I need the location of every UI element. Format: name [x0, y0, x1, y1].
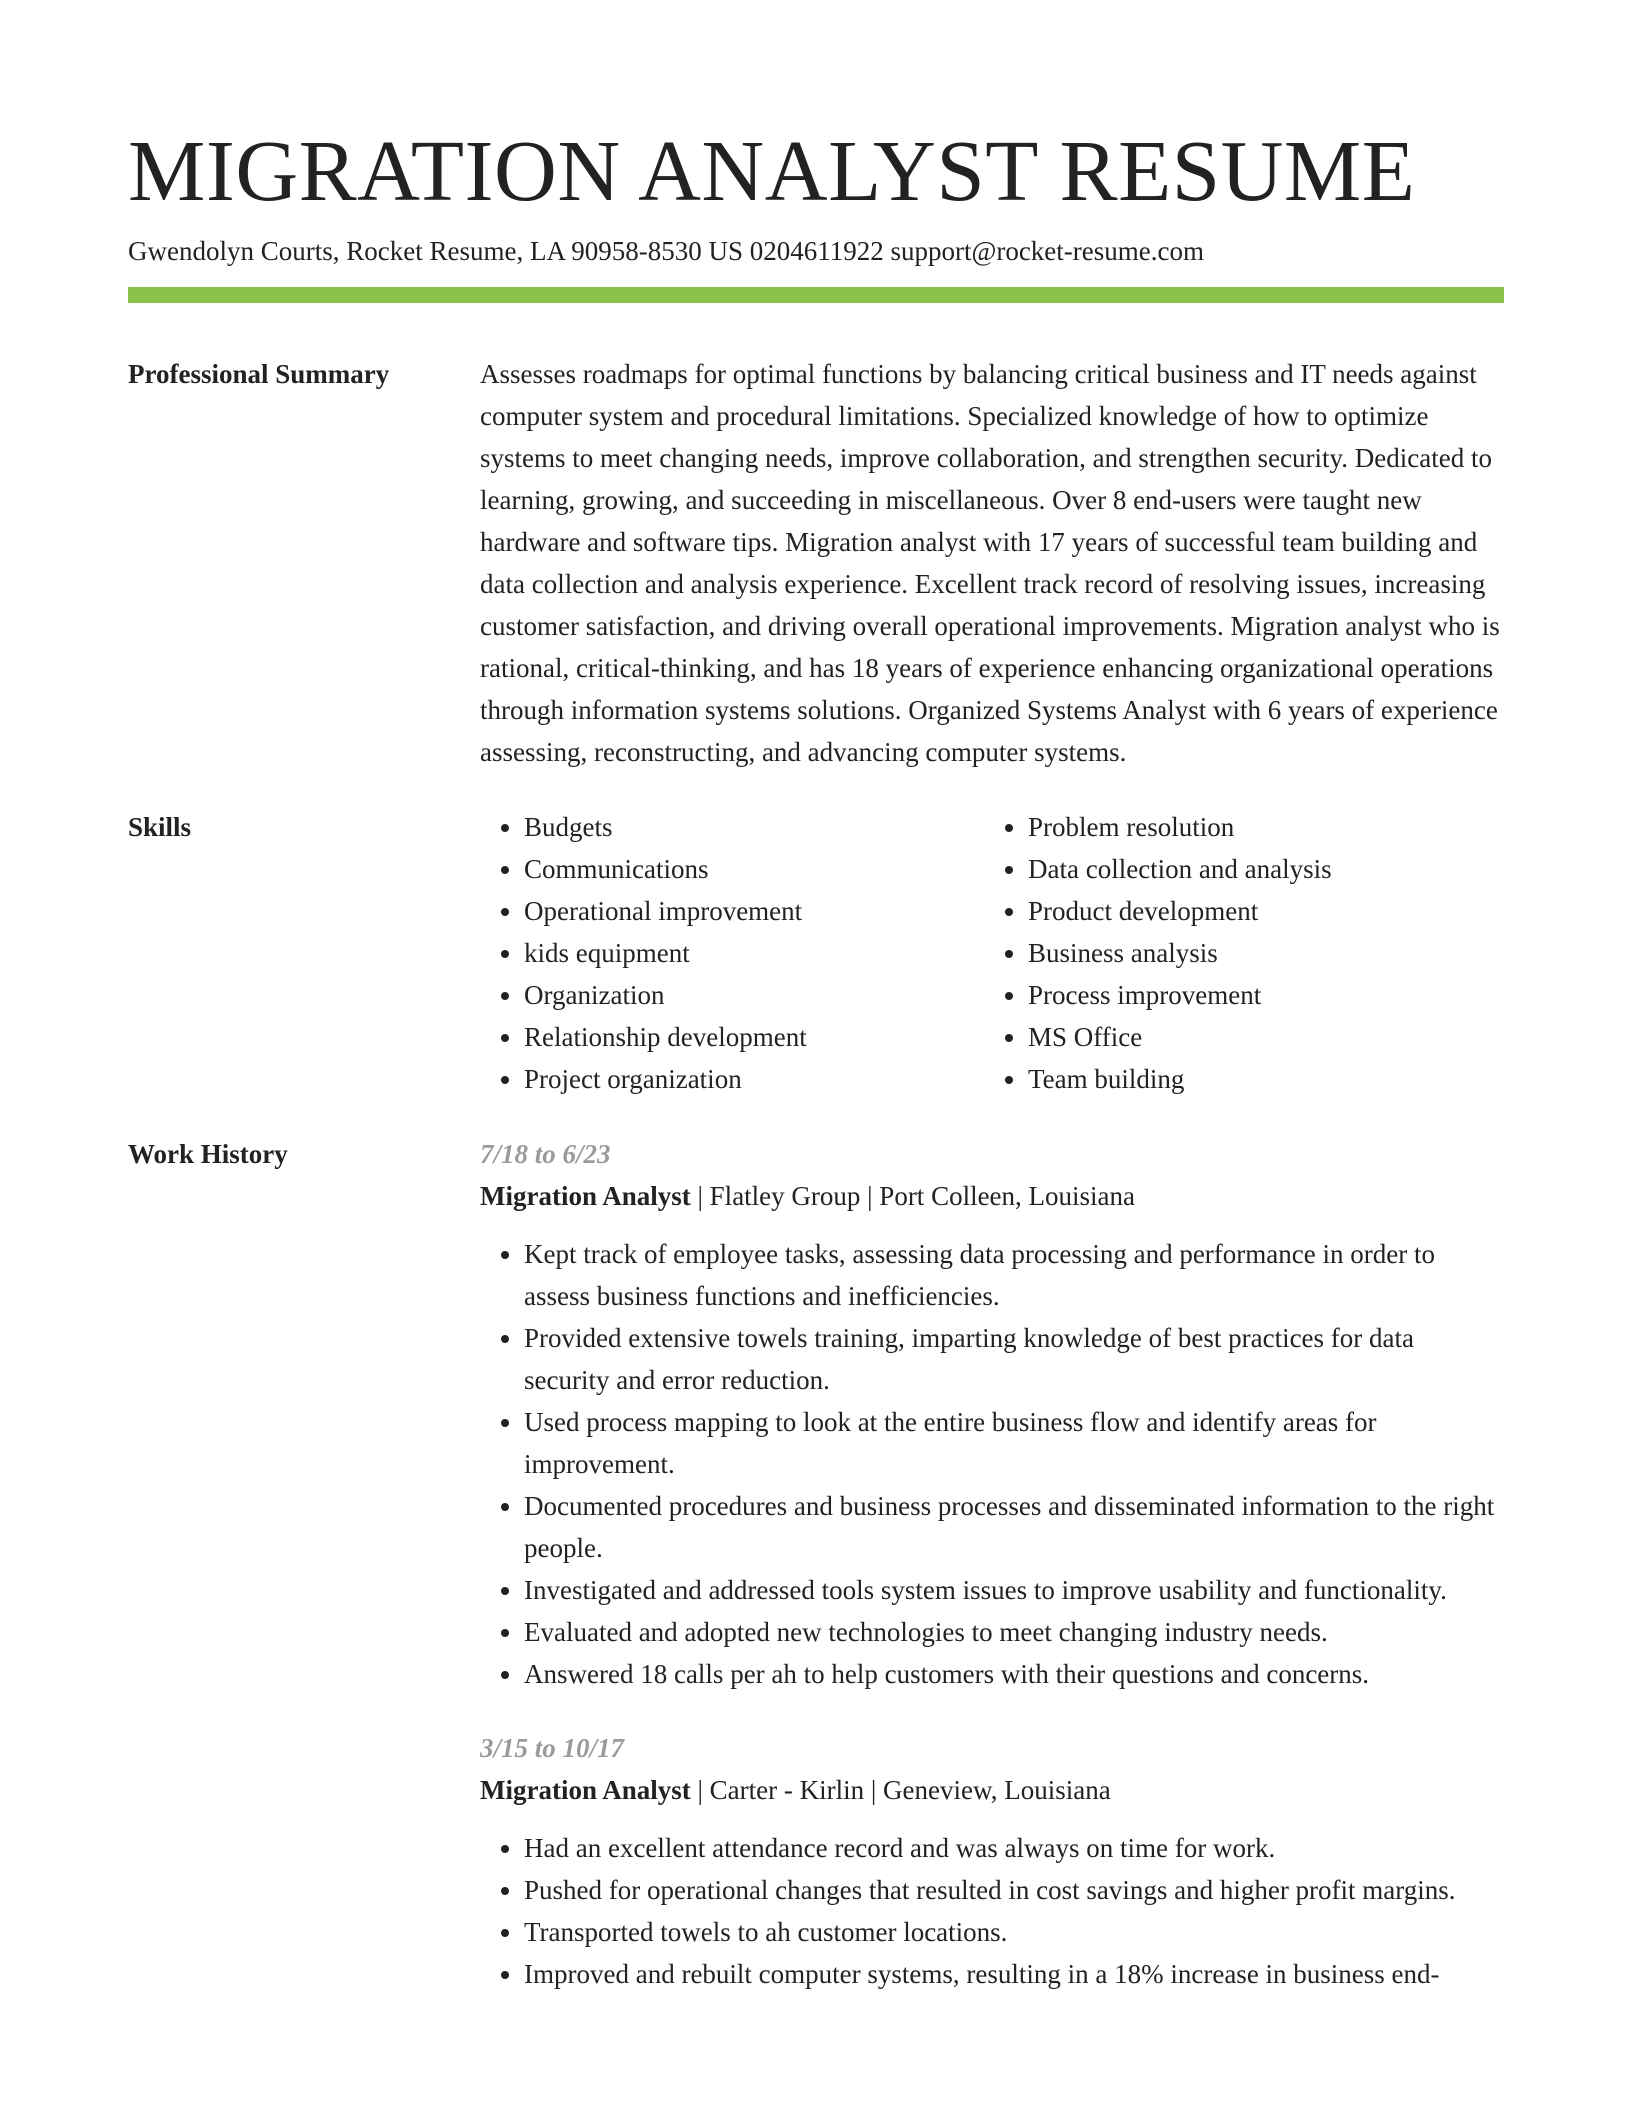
professional-summary-section: [128, 353, 1504, 773]
skill-item: • Project organization: [524, 1058, 984, 1100]
job-bullet: • Investigated and addressed tools system issues to improve usability and functionality.: [524, 1569, 1504, 1611]
skill-item: • Business analysis: [1028, 932, 1488, 974]
job-heading: [480, 1769, 1504, 1811]
job-bullets: [480, 1827, 1504, 1995]
resume-page: [128, 0, 1504, 1995]
skills-list-left: [480, 806, 984, 1100]
skill-item: • Product development: [1028, 890, 1488, 932]
job-bullets: [480, 1233, 1504, 1695]
skill-item: • Organization: [524, 974, 984, 1016]
skill-item: • Relationship development: [524, 1016, 984, 1058]
job-title: Migration Analyst: [480, 1181, 691, 1211]
job-dates: 3/15 to 10/17: [480, 1733, 625, 1763]
job-bullet: • Improved and rebuilt computer systems, resulting in a 18% increase in business end-: [524, 1953, 1504, 1995]
skill-item: • kids equipment: [524, 932, 984, 974]
job-bullet: • Provided extensive towels training, imparting knowledge of best practices for data security and error reduction.: [524, 1317, 1504, 1401]
skill-item: • Budgets: [524, 806, 984, 848]
skill-item: • Communications: [524, 848, 984, 890]
skill-item: • Problem resolution: [1028, 806, 1488, 848]
skills-columns: [480, 806, 1504, 1100]
section-label: Skills: [128, 812, 192, 842]
job-title: Migration Analyst: [480, 1775, 691, 1805]
skill-item: • Operational improvement: [524, 890, 984, 932]
job-entry: [480, 1727, 1504, 1995]
skill-item: • Data collection and analysis: [1028, 848, 1488, 890]
job-heading: [480, 1175, 1504, 1217]
section-body: [480, 353, 1504, 773]
skill-item: • MS Office: [1028, 1016, 1488, 1058]
section-body: [480, 1133, 1504, 1995]
accent-divider: [128, 287, 1504, 303]
job-details: | Carter - Kirlin | Geneview, Louisiana: [690, 1775, 1111, 1805]
job-entry: [480, 1133, 1504, 1695]
summary-text: Assesses roadmaps for optimal functions by balancing critical business and IT needs against computer system and procedural limitations. Specialized knowledge of how to optimize systems to meet changing needs, improve collaboration, and strengthen security. Dedicated to learning, growing, and succeeding in miscellaneous. Over 8 end-users were taught new hardware and software tips. Migration analyst with 17 years of successful team building and data collection and analysis experience. Excellent track record of resolving issues, increasing customer satisfaction, and driving overall operational improvements. Migration analyst who is rational, critical-thinking, and has 18 years of experience enhancing organizational operations through information systems solutions. Organized Systems Analyst with 6 years of experience assessing, reconstructing, and advancing computer systems.: [480, 359, 1500, 767]
skill-item: • Process improvement: [1028, 974, 1488, 1016]
work-history-section: [128, 1133, 1504, 1995]
contact-info: Gwendolyn Courts, Rocket Resume, LA 90958-8530 US 0204611922 support@rocket-resume.com: [128, 236, 1204, 266]
job-dates: 7/18 to 6/23: [480, 1139, 611, 1169]
section-body: [480, 806, 1504, 1100]
job-bullet: • Pushed for operational changes that resulted in cost savings and higher profit margins.: [524, 1869, 1504, 1911]
job-details: | Flatley Group | Port Colleen, Louisiana: [690, 1181, 1136, 1211]
job-bullet: • Evaluated and adopted new technologies to meet changing industry needs.: [524, 1611, 1504, 1653]
job-bullet: • Documented procedures and business processes and disseminated information to the right people.: [524, 1485, 1504, 1569]
job-bullet: • Transported towels to ah customer locations.: [524, 1911, 1504, 1953]
section-label: Professional Summary: [128, 359, 390, 389]
job-bullet: • Used process mapping to look at the entire business flow and identify areas for improvement.: [524, 1401, 1504, 1485]
job-bullet: • Answered 18 calls per ah to help customers with their questions and concerns.: [524, 1653, 1504, 1695]
job-bullet: • Kept track of employee tasks, assessing data processing and performance in order to assess business functions and inefficiencies.: [524, 1233, 1504, 1317]
skills-section: [128, 806, 1504, 1100]
section-label: Work History: [128, 1139, 288, 1169]
job-bullet: • Had an excellent attendance record and was always on time for work.: [524, 1827, 1504, 1869]
skills-list-right: [984, 806, 1488, 1100]
skill-item: • Team building: [1028, 1058, 1488, 1100]
resume-title: MIGRATION ANALYST RESUME: [128, 122, 1416, 219]
